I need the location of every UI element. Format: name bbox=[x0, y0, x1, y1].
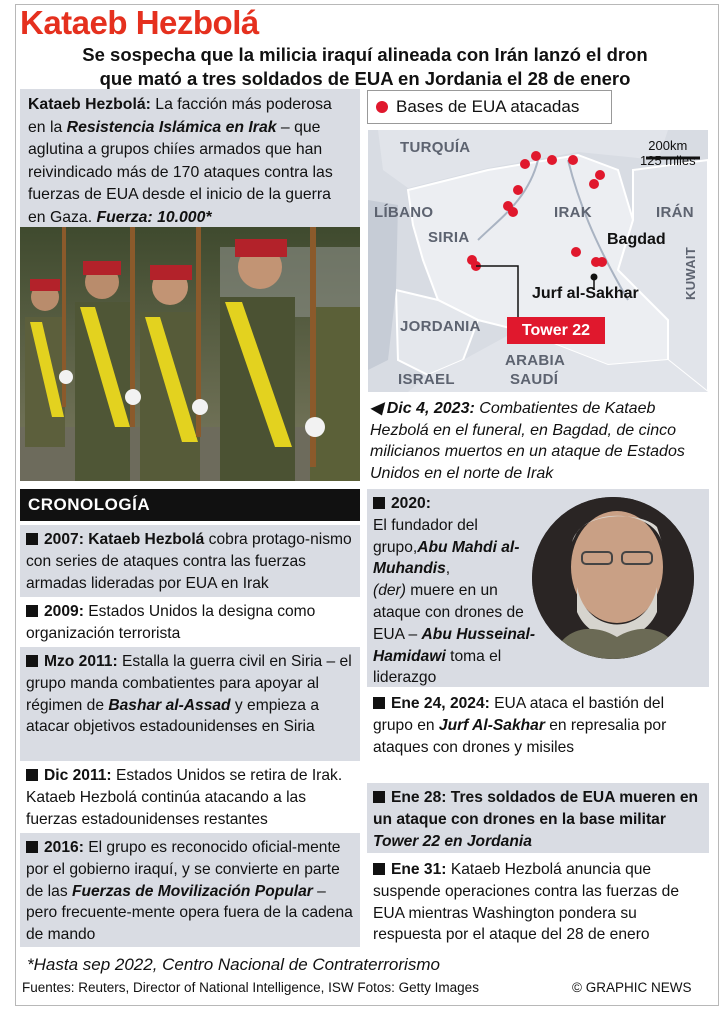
label-jordania: JORDANIA bbox=[400, 318, 481, 335]
event-dic-2011: Dic 2011: Estados Unidos se retira de Irak. Kataeb Hezbolá continúa atacando a las fuerzas estadounidenses restantes bbox=[20, 761, 360, 833]
bullet-square-icon bbox=[373, 497, 385, 509]
bullet-square-icon bbox=[26, 533, 38, 545]
label-irak: IRAK bbox=[554, 204, 592, 221]
event-2007: 2007: Kataeb Hezbolá cobra protago-nismo con series de ataques contra las fuerzas armadas lideradas por EUA en Irak bbox=[20, 525, 360, 597]
label-iran: IRÁN bbox=[656, 204, 694, 221]
bullet-square-icon bbox=[26, 605, 38, 617]
bullet-square-icon bbox=[373, 791, 385, 803]
label-kuwait: KUWAIT bbox=[683, 246, 698, 300]
intro-box: Kataeb Hezbolá: La facción más poderosa en la Resistencia Islámica en Irak – que aglutina a grupos chiíes armados que han reivindicado más de 170 ataques contra las fuerzas de EUA desde el inicio de la guerra en Gaza. Fuerza: 10.000* bbox=[20, 89, 360, 227]
bullet-square-icon bbox=[373, 697, 385, 709]
tower-22-label: Tower 22 bbox=[507, 317, 605, 344]
footnote: *Hasta sep 2022, Centro Nacional de Contraterrorismo bbox=[27, 955, 440, 974]
label-saudi: SAUDÍ bbox=[510, 371, 559, 388]
label-turquia: TURQUÍA bbox=[400, 139, 471, 156]
label-arabia: ARABIA bbox=[505, 352, 566, 369]
label-libano: LÍBANO bbox=[374, 204, 434, 221]
bullet-square-icon bbox=[26, 655, 38, 667]
soldiers-photo-illustration bbox=[20, 227, 360, 481]
bullet-square-icon bbox=[373, 863, 385, 875]
chronology-heading: CRONOLOGÍA bbox=[20, 489, 360, 521]
event-jan-31: Ene 31: Kataeb Hezbolá anuncia que suspende operaciones contra las fuerzas de EUA mientras Washington pondera su respuesta por el ataque del 28 de enero bbox=[367, 855, 709, 947]
bullet-square-icon bbox=[26, 769, 38, 781]
city-bagdad: Bagdad bbox=[607, 231, 666, 248]
city-jurf-al-sakhar: Jurf al-Sakhar bbox=[532, 285, 639, 302]
event-2016: 2016: El grupo es reconocido oficial-mente por el gobierno iraquí, y se convierte en parte de las Fuerzas de Movilización Popular – pero frecuente-mente opera fuera de la cadena de mando bbox=[20, 833, 360, 947]
label-israel: ISRAEL bbox=[398, 371, 455, 388]
event-2009: 2009: Estados Unidos la designa como organización terrorista bbox=[20, 597, 360, 647]
label-siria: SIRIA bbox=[428, 229, 470, 246]
subtitle: Se sospecha que la milicia iraquí alineada con Irán lanzó el dron que mató a tres soldados de EUA en Jordania el 28 de enero bbox=[82, 44, 648, 89]
event-jan-28: Ene 28: Tres soldados de EUA mueren en un ataque con drones en la base militar Tower 22 en Jordania bbox=[367, 783, 709, 853]
page-title: Kataeb Hezbolá bbox=[20, 4, 259, 41]
credit: © GRAPHIC NEWS bbox=[572, 980, 692, 995]
sources: Fuentes: Reuters, Director of National Intelligence, ISW Fotos: Getty Images bbox=[22, 980, 479, 995]
event-mar-2011: Mzo 2011: Estalla la guerra civil en Siria – el grupo manda combatientes para apoyar al régimen de Bashar al-Assad y empieza a atacar objetivos estadounidenses en Siria bbox=[20, 647, 360, 761]
map-legend: Bases de EUA atacadas bbox=[367, 90, 612, 124]
portrait-illustration bbox=[532, 497, 694, 659]
photo-caption: ◀ Dic 4, 2023: Combatientes de Kataeb Hezbolá en el funeral, en Bagdad, de cinco milicianos muertos en un ataque de Estados Unidos en el norte de Irak bbox=[370, 400, 685, 482]
portrait-photo bbox=[532, 497, 694, 659]
event-2020: 2020: El fundador del grupo,Abu Mahdi al-Muhandis, (der) muere en un ataque con drones de EUA – Abu Husseinal-Hamidawi toma el liderazgo bbox=[367, 489, 709, 687]
bullet-square-icon bbox=[26, 841, 38, 853]
map-scale: 200km 125 miles bbox=[640, 138, 696, 168]
funeral-photo bbox=[20, 227, 360, 481]
event-jan-24-2024: Ene 24, 2024: EUA ataca el bastión del grupo en Jurf Al-Sakhar en represalia por ataques con drones y misiles bbox=[367, 689, 709, 781]
attacked-base-marker-icon bbox=[376, 101, 388, 113]
